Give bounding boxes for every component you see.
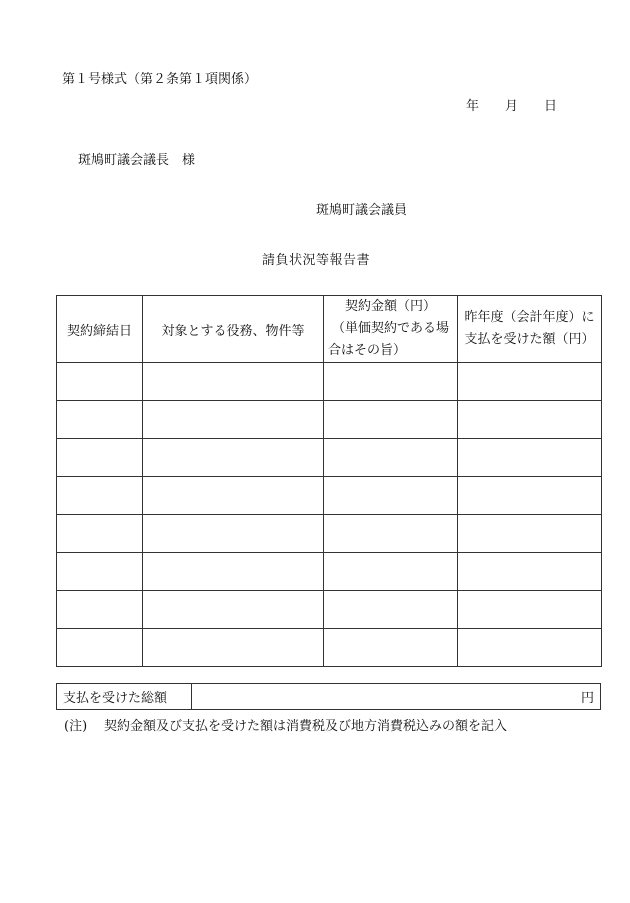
table-row [57, 401, 602, 439]
cell-contract-amount[interactable] [324, 515, 458, 553]
cell-paid-amount[interactable] [458, 553, 602, 591]
cell-paid-amount[interactable] [458, 515, 602, 553]
cell-subject[interactable] [143, 363, 324, 401]
header-paid-line2: 支払を受けた額（円） [464, 332, 595, 347]
form-number: 第１号様式（第２条第１項関係） [62, 72, 258, 87]
cell-paid-amount[interactable] [458, 363, 602, 401]
cell-contract-amount[interactable] [324, 477, 458, 515]
cell-contract-date[interactable] [57, 477, 143, 515]
header-paid-line1: 昨年度（会計年度）に [464, 310, 595, 325]
cell-contract-date[interactable] [57, 629, 143, 667]
note-mark: (注) [64, 719, 88, 734]
cell-subject[interactable] [143, 439, 324, 477]
table-row [57, 553, 602, 591]
cell-paid-amount[interactable] [458, 439, 602, 477]
cell-contract-date[interactable] [57, 363, 143, 401]
cell-contract-amount[interactable] [324, 591, 458, 629]
cell-paid-amount[interactable] [458, 477, 602, 515]
table-row [57, 439, 602, 477]
note [64, 715, 507, 734]
table-row [57, 629, 602, 667]
cell-paid-amount[interactable] [458, 401, 602, 439]
cell-contract-date[interactable] [57, 401, 143, 439]
cell-contract-amount[interactable] [324, 629, 458, 667]
cell-contract-amount[interactable] [324, 363, 458, 401]
total-label: 支払を受けた総額 [57, 684, 192, 710]
table-row [57, 477, 602, 515]
cell-paid-amount[interactable] [458, 591, 602, 629]
date-month-label: 月 [505, 99, 519, 114]
table-header-row [57, 296, 602, 363]
table-row [57, 591, 602, 629]
cell-paid-amount[interactable] [458, 629, 602, 667]
cell-subject[interactable] [143, 401, 324, 439]
header-contract-amount [324, 296, 458, 363]
document-title: 請負状況等報告書 [262, 253, 371, 268]
total-value-field[interactable]: 円 [192, 684, 601, 710]
header-contract-date: 契約締結日 [57, 296, 143, 363]
cell-contract-date[interactable] [57, 439, 143, 477]
date-day-label: 日 [544, 99, 558, 114]
total-row [57, 684, 601, 710]
cell-contract-amount[interactable] [324, 439, 458, 477]
date-line [466, 95, 557, 114]
cell-subject[interactable] [143, 629, 324, 667]
table-row [57, 363, 602, 401]
addressee: 斑鳩町議会議長 様 [78, 153, 196, 168]
header-amount-line3: 合はその旨） [328, 343, 407, 358]
cell-subject[interactable] [143, 477, 324, 515]
cell-contract-date[interactable] [57, 553, 143, 591]
total-table [56, 683, 601, 710]
note-text: 契約金額及び支払を受けた額は消費税及び地方消費税込みの額を記入 [104, 719, 508, 734]
table-body [57, 363, 602, 667]
cell-subject[interactable] [143, 515, 324, 553]
cell-contract-date[interactable] [57, 515, 143, 553]
header-paid-last-year [458, 296, 602, 363]
header-amount-line2: （単価契約である場 [331, 321, 449, 336]
header-amount-line1: 契約金額（円） [344, 299, 436, 314]
table-row [57, 515, 602, 553]
date-year-label: 年 [466, 99, 480, 114]
cell-subject[interactable] [143, 591, 324, 629]
cell-contract-date[interactable] [57, 591, 143, 629]
cell-contract-amount[interactable] [324, 401, 458, 439]
cell-subject[interactable] [143, 553, 324, 591]
report-table [56, 295, 602, 667]
sender: 斑鳩町議会議員 [316, 203, 408, 218]
header-subject: 対象とする役務、物件等 [143, 296, 324, 363]
cell-contract-amount[interactable] [324, 553, 458, 591]
